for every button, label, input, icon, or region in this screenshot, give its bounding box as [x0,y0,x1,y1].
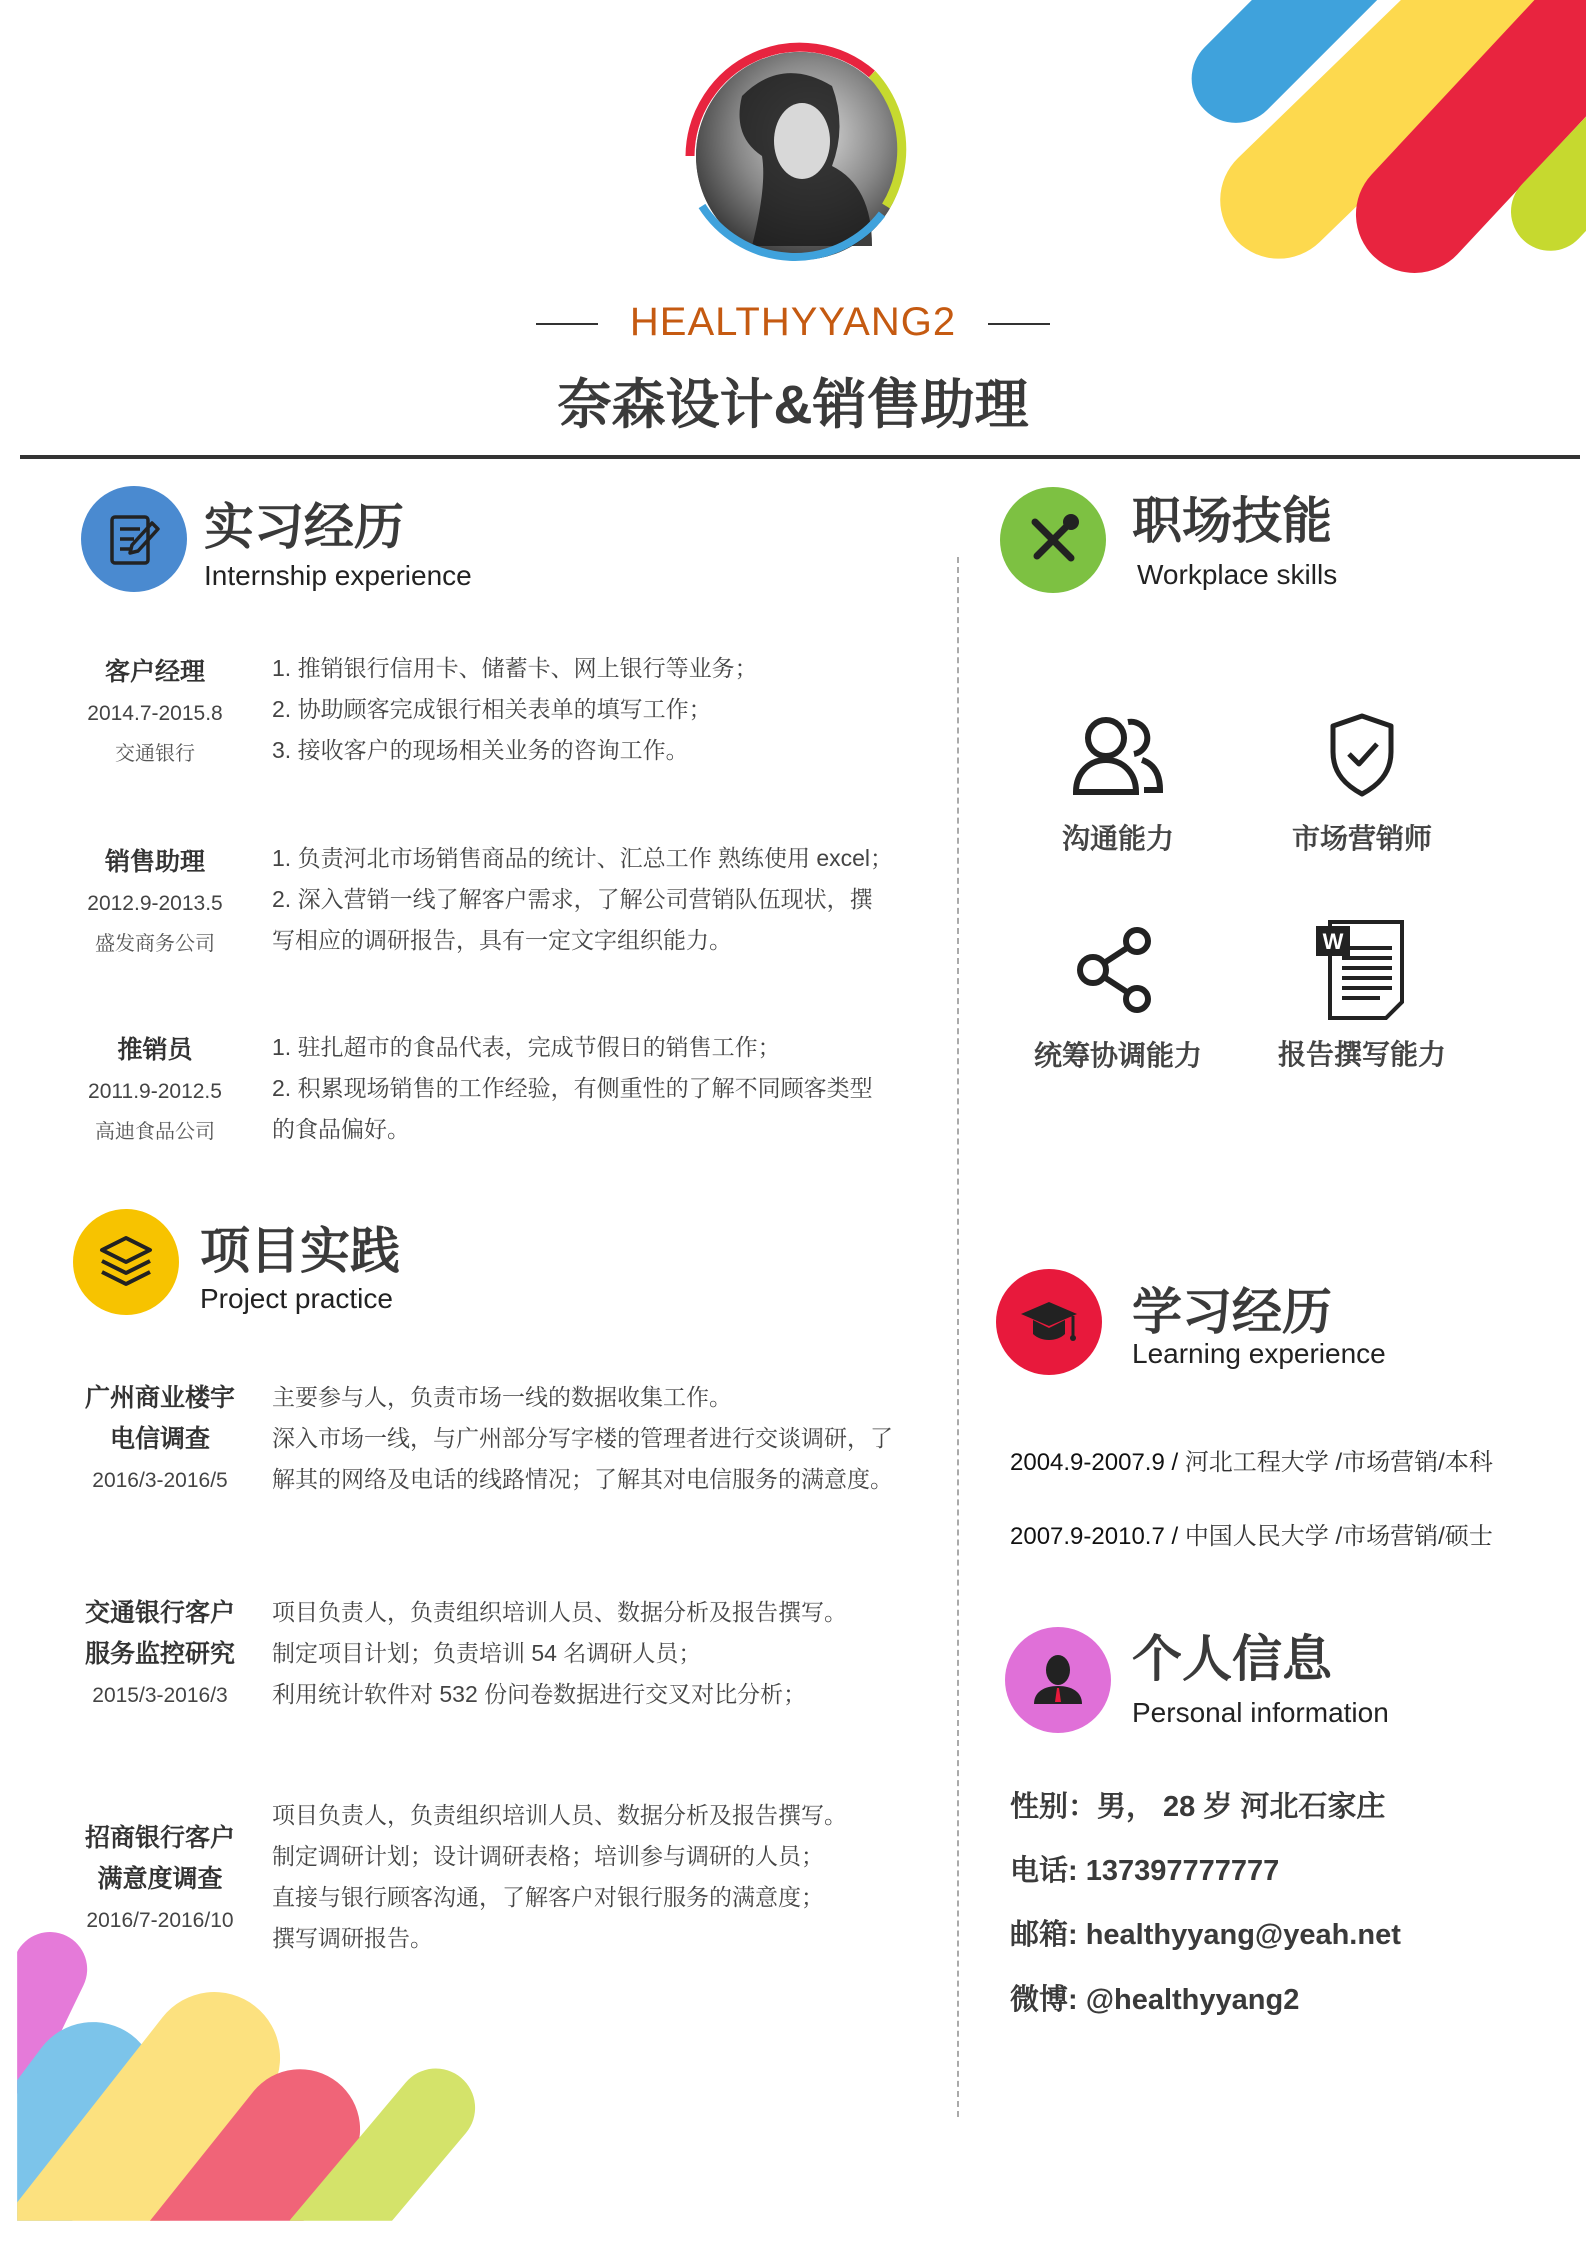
project-name: 交通银行客户 [84,1599,235,1627]
role: 推销员 [117,1036,193,1064]
education-school: 河北工程大学 /市场营销/本科 [1184,1449,1493,1476]
project-meta [65,1818,255,1941]
desc-line: 项目负责人，负责组织培训人员、数据分析及报告撰写。 [272,1599,847,1625]
section-title-internship: 实习经历 [204,499,404,555]
desc-line: 制定调研计划；设计调研表格；培训参与调研的人员； [272,1843,824,1869]
internship-meta [60,652,250,775]
section-subtitle-education: Learning experience [1132,1338,1386,1369]
project-name: 招商银行客户 [84,1824,235,1852]
skill-label: 沟通能力 [1061,823,1174,854]
date: 2012.9-2013.5 [87,892,223,915]
desc-line: 制定项目计划；负责培训 54 名调研人员； [272,1640,702,1666]
header-divider [20,455,1580,459]
internship-description [272,1027,932,1150]
section-title-education: 学习经历 [1132,1284,1332,1340]
desc-line: 利用统计软件对 532 份问卷数据进行交叉对比分析； [272,1681,807,1707]
education-item [1010,1442,1493,1477]
desc-line: 解其的网络及电话的线路情况；了解其对电信服务的满意度。 [272,1466,893,1492]
desc-line: 2. 协助顾客完成银行相关表单的填写工作； [272,696,712,722]
candidate-name [0,300,1586,345]
tools-icon [1000,487,1106,593]
job-title: 奈森设计&销售助理 [557,375,1029,435]
desc-line: 1. 驻扎超市的食品代表，完成节假日的销售工作； [272,1034,781,1060]
desc-line: 主要参与人，负责市场一线的数据收集工作。 [272,1384,732,1410]
project-description [272,1795,932,1959]
skill-label: 报告撰写能力 [1277,1039,1446,1070]
section-subtitle-internship: Internship experience [204,560,472,591]
personal-email: 邮箱: healthyyang@yeah.net [1010,1919,1401,1951]
project-meta [65,1593,255,1716]
education-date: 2007.9-2010.7 / [1010,1523,1185,1550]
skill-item [1262,712,1462,857]
internship-description [272,838,932,961]
role: 客户经理 [104,658,205,686]
desc-line: 项目负责人，负责组织培训人员、数据分析及报告撰写。 [272,1802,847,1828]
date: 2015/3-2016/3 [92,1684,228,1707]
company: 高迪食品公司 [95,1121,215,1143]
internship-meta [60,1030,250,1153]
company: 盛发商务公司 [95,933,215,955]
education-school: 中国人民大学 /市场营销/硕士 [1184,1523,1493,1550]
desc-line: 撰写调研报告。 [272,1925,433,1951]
internship-description [272,648,932,771]
personal-basic: 性别：男， 28 岁 河北石家庄 [1010,1791,1386,1823]
company: 交通银行 [115,743,195,765]
project-description [272,1592,932,1715]
project-name: 满意度调查 [97,1865,223,1893]
desc-line: 深入市场一线，与广州部分写字楼的管理者进行交谈调研，了 [272,1425,893,1451]
desc-line: 的食品偏好。 [272,1116,410,1142]
skill-item [1018,712,1218,857]
desc-line: 2. 深入营销一线了解客户需求，了解公司营销队伍现状，撰 [272,886,873,912]
project-name: 服务监控研究 [84,1640,235,1668]
internship-meta [60,842,250,965]
word-document-icon [1316,918,1408,1022]
education-item [1010,1516,1493,1551]
people-icon [1070,712,1166,798]
desc-line: 2. 积累现场销售的工作经验，有侧重性的了解不同顾客类型 [272,1075,873,1101]
date: 2014.7-2015.8 [87,702,223,725]
personal-phone: 电话: 137397777777 [1010,1855,1280,1887]
date: 2011.9-2012.5 [88,1080,222,1103]
shield-check-icon [1327,712,1397,798]
edit-document-icon [81,486,187,592]
project-description [272,1377,952,1500]
column-divider [957,557,959,2117]
desc-line: 1. 负责河北市场销售商品的统计、汇总工作 熟练使用 excel； [272,845,894,871]
skill-label: 市场营销师 [1291,823,1432,854]
date: 2016/7-2016/10 [86,1909,234,1932]
date: 2016/3-2016/5 [92,1469,228,1492]
skill-label: 统筹协调能力 [1033,1040,1202,1071]
project-name: 电信调查 [109,1425,210,1453]
project-meta [65,1378,255,1501]
svg-text:W: W [1322,929,1344,954]
section-subtitle-projects: Project practice [200,1283,393,1314]
personal-weibo: 微博: @healthyyang2 [1010,1984,1300,2016]
share-nodes-icon [1073,925,1163,1015]
role: 销售助理 [104,848,205,876]
person-icon [1005,1627,1111,1733]
project-name: 广州商业楼宇 [84,1384,235,1412]
section-title-personal: 个人信息 [1132,1631,1332,1687]
education-date: 2004.9-2007.9 / [1010,1449,1185,1476]
desc-line: 直接与银行顾客沟通，了解客户对银行服务的满意度； [272,1884,824,1910]
profile-photo [672,36,928,276]
skill-item [1018,925,1218,1074]
desc-line: 3. 接收客户的现场相关业务的咨询工作。 [272,737,689,763]
layers-icon [73,1209,179,1315]
skill-item [1262,918,1462,1073]
section-title-skills: 职场技能 [1132,493,1332,549]
desc-line: 1. 推销银行信用卡、储蓄卡、网上银行等业务； [272,655,758,681]
graduation-cap-icon [996,1269,1102,1375]
section-title-projects: 项目实践 [200,1223,400,1279]
name-text: HEALTHYYANG2 [629,300,957,344]
section-subtitle-personal: Personal information [1132,1697,1389,1728]
section-subtitle-skills: Workplace skills [1137,559,1338,590]
desc-line: 写相应的调研报告，具有一定文字组织能力。 [272,927,732,953]
